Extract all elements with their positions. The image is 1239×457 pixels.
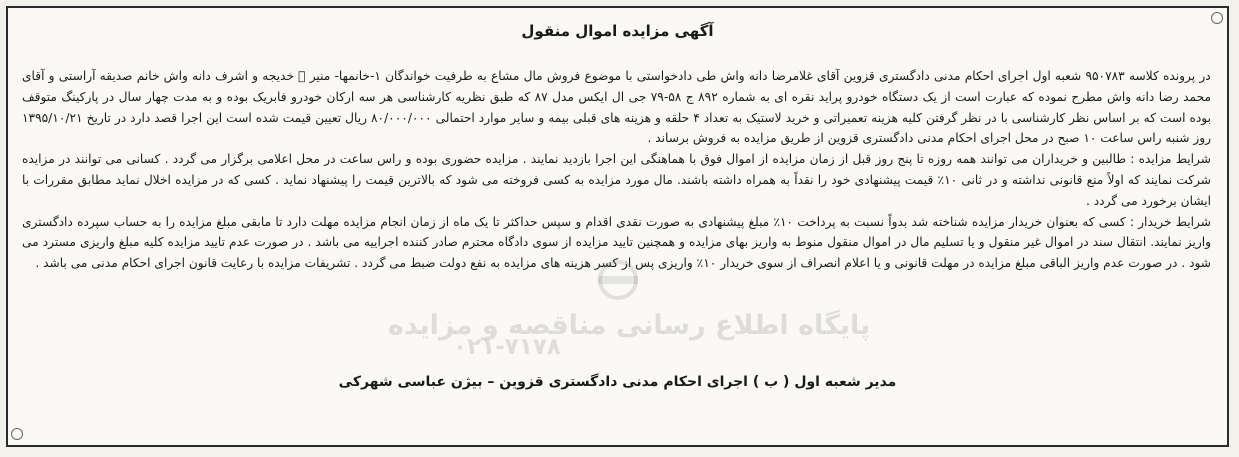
watermark-text: پایگاه اطلاع رسانی مناقصه و مزایده: [388, 310, 871, 341]
corner-ring-icon: [11, 428, 23, 440]
notice-frame: [6, 6, 1229, 447]
signature-line: مدیر شعبه اول ( ب ) اجرای احکام مدنی دادگستری قزوین – بیژن عباسی شهرکی: [338, 374, 897, 390]
notice-title: آگهی مزایده اموال منقول: [521, 22, 714, 40]
auction-conditions-paragraph: شرایط مزایده : طالبین و خریداران می توانند همه روزه تا پنج روز قبل از زمان مزایده از اموال فوق با هماهنگی این اجرا بازدید نمایند . مزایده حضوری بوده و راس ساعت در محل اعلامی برگزار می گردد . کسانی می توانند در مزایده شرکت نمایند که اولاً منع قانونی نداشته و در ثانی ۱۰٪ قیمت پیشنهادی خود را نقداً به همراه داشته باشند. مال مورد مزایده به کسی فروخته می شود که بالاترین قیمت را پیشنهاد نماید . کسی که در مزایده اخلال نماید مطابق مقررات با ایشان برخورد می گردد .: [22, 152, 1211, 208]
notice-body: [22, 66, 1211, 274]
buyer-conditions-paragraph: شرایط خریدار : کسی که بعنوان خریدار مزایده شناخته شد بدواً نسبت به پرداخت ۱۰٪ مبلغ پیشنهادی به صورت نقدی اقدام و سپس حداکثر تا یک ماه از زمان انجام مزایده مهلت دارد تا مابقی مبلغ مزایده را به حساب سپرده دادگستری واریز نمایند. انتقال سند در اموال غیر منقول و یا تسلیم مال در اموال منقول منوط به واریز بهای مزایده و همچنین تایید مزایده از سوی دادگاه محترم صادر کننده اجراییه می باشد . در صورت عدم تایید مزایده کلیه مبلغ واریزی مسترد می شود . در صورت عدم واریز الباقی مبلغ مزایده در مهلت قانونی و یا اعلام انصراف از سوی خریدار ۱۰٪ واریزی پس از کسر هزینه های مزایده به نفع دولت ضبط می گردد . تشریفات مزایده با رعایت قانون اجرای احکام مدنی می باشد .: [22, 214, 1211, 271]
intro-paragraph: در پرونده کلاسه ۹۵۰۷۸۳ شعبه اول اجرای احکام مدنی دادگستری قزوین آقای غلامرضا دانه واش طی دادخواستی با موضوع فروش مال مشاع به طرفیت خواندگان ۱-خانمها- منیر ⃞ خدیجه و اشرف دانه واش خانم صدیقه آراستی و آقای محمد رضا دانه واش مطرح نموده که عبارت است از یک دستگاه خودرو پراید نقره ای به شماره ۸۹۲ ج ۵۸-۷۹ جی ال ایکس مدل ۸۷ که طبق نظریه کارشناسی هر سه ارکان خودرو فابریک بوده و به مدت چهار سال در پارکینگ متوقف بوده است که بر اساس نظر کارشناسی با در نظر گرفتن کلیه هزینه تعمیراتی و خرید لاستیک به تعداد ۴ حلقه و هزینه های قبلی بیمه و سایر موارد احتمالی ۸۰/۰۰۰/۰۰۰ ریال تعیین قیمت شده است این اجرا قصد دارد در تاریخ ۱۳۹۵/۱۰/۲۱ روز شنبه راس ساعت ۱۰ صبح در محل اجرای احکام مدنی دادگستری قزوین از طریق مزایده به فروش برساند .: [22, 69, 1211, 146]
watermark-phone: ۰۲۱-۷۱۷۸: [453, 334, 561, 360]
